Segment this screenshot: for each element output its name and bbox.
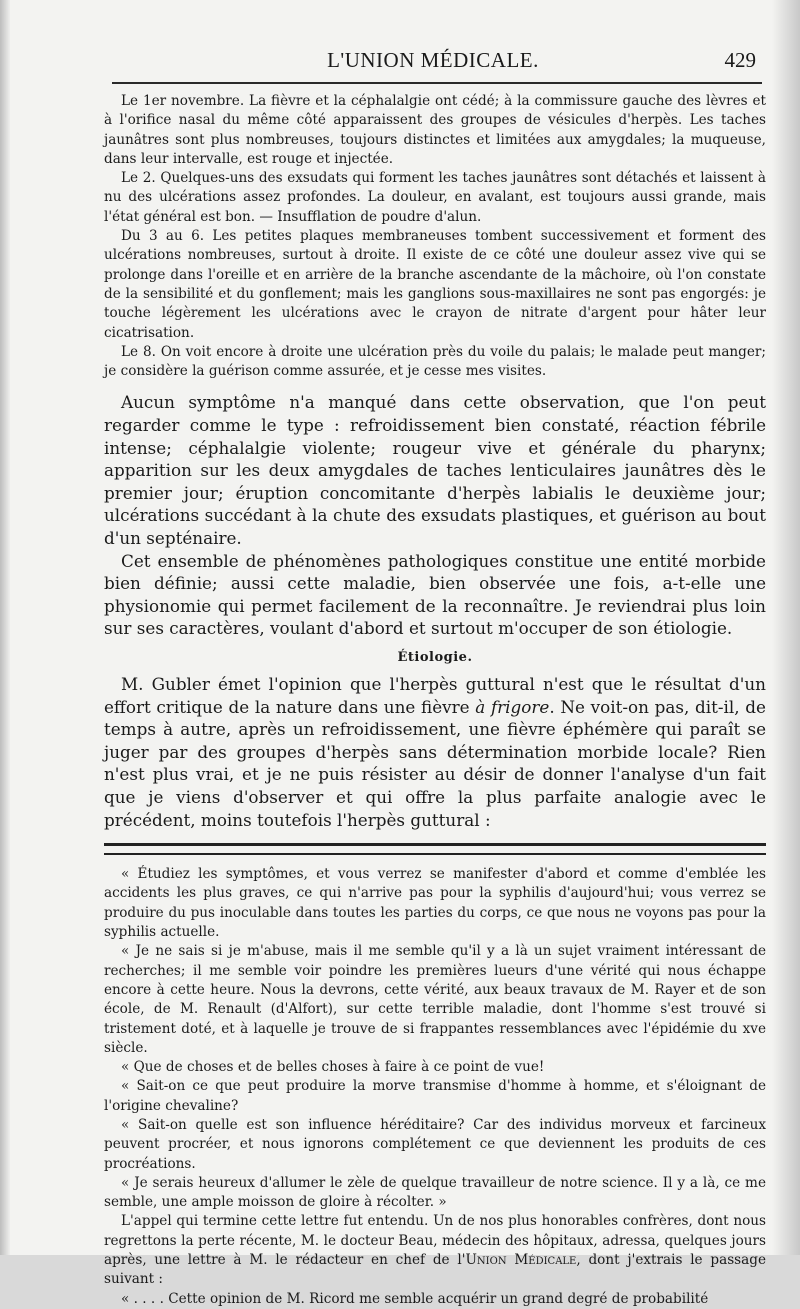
section-heading: Étiologie.	[397, 649, 473, 665]
header-rule	[112, 82, 762, 84]
case-note-2: Le 2. Quelques-uns des exsudats qui forment les taches jaunâtres sont détachés et laissent à nu des ulcérations assez profondes. La douleur, en avalant, est toujours aussi grande, mais l'état général est bon. — Insufflation de poudre d'alun.	[104, 170, 766, 225]
paragraph-entity: Cet ensemble de phénomènes pathologiques constitue une entité morbide bien définie; aussi cette maladie, bien observée une fois, a-t-elle une physionomie qui permet facilement de la reconnaître. Je reviendrai plus loin sur ses caractères, voulant d'abord et surtout m'occuper de son étiologie.	[104, 550, 766, 639]
page-number: 429	[724, 48, 756, 72]
closing-text-end: , dont j'extrais le passage suivant :	[104, 1252, 767, 1288]
etiology-italic-term: à frigore	[475, 696, 550, 717]
quote-paragraph-5: « Sait-on quelle est son influence héréditaire? Car des individus morveux et farcineux peuvent procréer, et nous ignorons complétement ce que deviennent les produits de ces procréations.	[104, 1117, 766, 1172]
quote-paragraph-2: « Je ne sais si je m'abuse, mais il me semble qu'il y a là un sujet vraiment intéressant de recherches; il me semble voir poindre les premières lueurs d'une vérité qui nous échappe encore à cette heure. Nous la devrons, cette vérité, aux beaux travaux de M. Rayer et de son école, de M. Renault (d'Alfort), sur cette terrible maladie, dont l'homme s'est trouvé si tristement doté, et à laquelle je trouve de si frappantes ressemblances avec l'épidémie du xve siècle.	[104, 943, 766, 1056]
etiology-text-end: . Ne voit-on pas, dit-il, de temps à autre, après un refroidissement, une fièvre éphémère qui paraît se juger par des groupes d'herpès sans détermination morbide locale? Rien n'est plus vrai, et je ne puis résister au désir de donner l'analyse d'un fait que je viens d'observer et qui offre la plus parfaite analogie avec le précédent, moins toutefois l'herpès guttural :	[104, 696, 766, 830]
case-note-1: Le 1er novembre. La fièvre et la céphalalgie ont cédé; à la commissure gauche des lèvres et à l'orifice nasal du même côté apparaissent des groupes de vésicules d'herpès. Les taches jaunâtres sont plus nombreuses, toujours distinctes et limitées aux amygdales; la muqueuse, dans leur intervalle, est rouge et injectée.	[104, 93, 766, 167]
quote-paragraph-4: « Sait-on ce que peut produire la morve transmise d'homme à homme, et s'éloignant de l'origine chevaline?	[104, 1078, 766, 1114]
paragraph-symptoms: Aucun symptôme n'a manqué dans cette observation, que l'on peut regarder comme le type : refroidissement bien constaté, réaction fébrile intense; céphalalgie violente; rougeur vive et générale du pharynx; apparition sur les deux amygdales de taches lenticulaires jaunâtres dès le premier jour; éruption concomitante d'herpès labialis le deuxième jour; ulcérations succédant à la chute des exsudats plastiques, et guérison au bout d'un septénaire.	[104, 392, 766, 549]
page-gutter	[0, 0, 10, 1255]
running-head: L'UNION MÉDICALE.	[327, 48, 539, 72]
final-line: « . . . . Cette opinion de M. Ricord me semble acquérir un grand degré de probabilité	[121, 1290, 709, 1307]
case-note-3: Du 3 au 6. Les petites plaques membraneuses tombent successivement et forment des ulcérations nombreuses, surtout à droite. Il existe de ce côté une douleur assez vive qui se prolonge dans l'oreille et en arrière de la branche ascendante de la mâchoire, où l'on constate de la sensibilité et du gonflement; mais les ganglions sous-maxillaires ne sont pas engorgés: je touche légèrement les ulcérations avec le crayon de nitrate d'argent pour hâter leur cicatrisation.	[104, 228, 766, 341]
case-note-4: Le 8. On voit encore à droite une ulcération près du voile du palais; le malade peut manger; je considère la guérison comme assurée, et je cesse mes visites.	[104, 343, 766, 380]
paragraph-etiology	[104, 673, 766, 831]
page-header	[108, 44, 758, 80]
closing-text-start: L'appel qui termine cette lettre fut entendu. Un de nos plus honorables confrères, dont nous regrettons la perte récente, M. le docteur Beau, médecin des hôpitaux, adressa, quelques jours après, une lettre à M. le rédacteur en chef de l'	[104, 1213, 766, 1269]
etiology-text-start: M. Gubler émet l'opinion que l'herpès guttural n'est que le résultat d'un effort critique de la nature dans une fièvre	[104, 673, 766, 717]
quote-paragraph-6: « Je serais heureux d'allumer le zèle de quelque travailleur de notre science. Il y a là, ce me semble, une ample moisson de gloire à récolter. »	[104, 1174, 766, 1211]
page-body	[104, 92, 766, 1309]
main-text	[104, 391, 766, 831]
double-rule-divider	[104, 843, 766, 855]
quote-paragraph-3: « Que de choses et de belles choses à faire à ce point de vue!	[121, 1059, 545, 1076]
quoted-letter	[104, 865, 766, 1309]
case-notes	[104, 92, 766, 381]
page-edge-shadow	[772, 0, 800, 1255]
quote-paragraph-1: « Étudiez les symptômes, et vous verrez se manifester d'abord et comme d'emblée les accidents les plus graves, ce qui n'arrive pas pour la syphilis d'aujourd'hui; vous verrez se produire du pus inoculable dans toutes les parties du corps, ce que nous ne voyons pas pour la syphilis actuelle.	[104, 866, 766, 941]
closing-paragraph	[104, 1212, 766, 1289]
journal-name: Union Médicale	[465, 1252, 577, 1269]
